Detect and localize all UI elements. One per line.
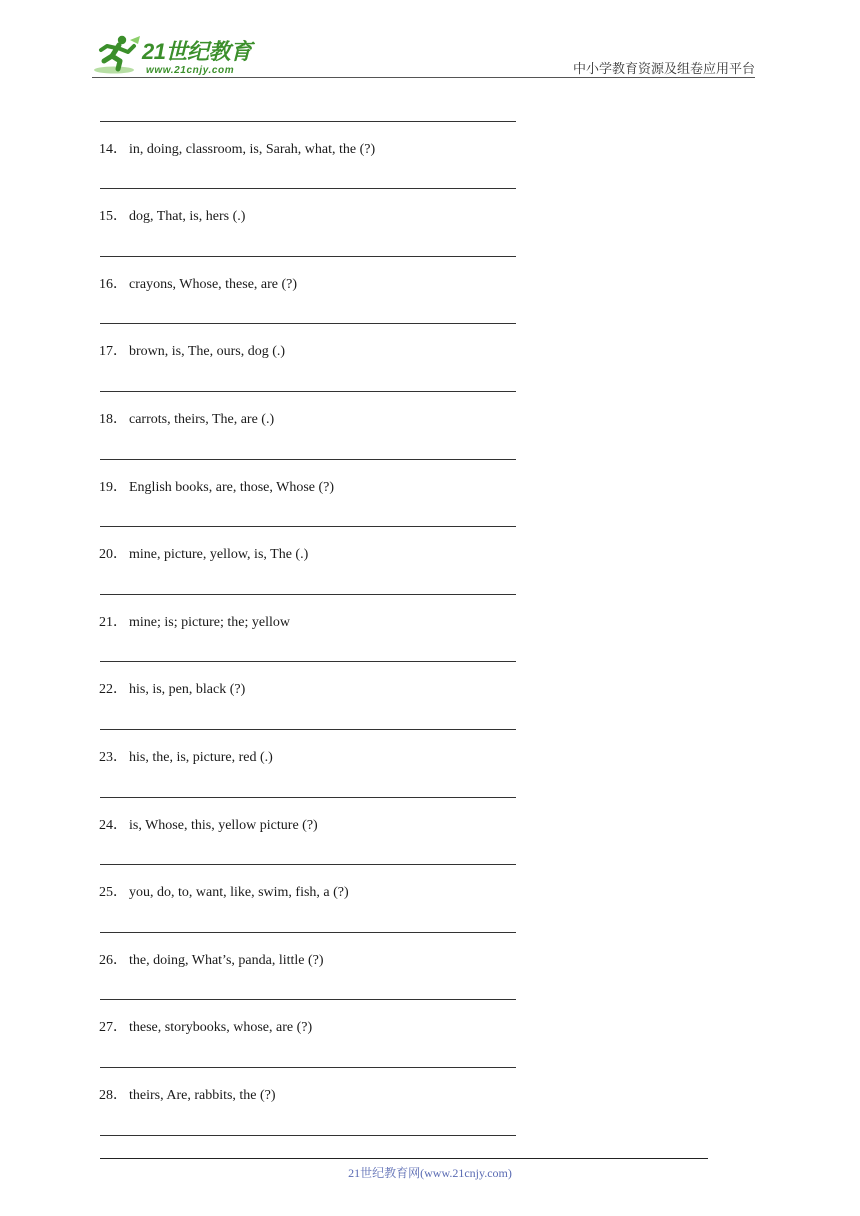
question-text: the, doing, What’s, panda, little (?): [129, 953, 324, 968]
footer-link[interactable]: 21世纪教育网(www.21cnjy.com): [348, 1166, 512, 1180]
question-number: 24．: [99, 818, 127, 833]
question-item: [99, 817, 318, 835]
question-text: crayons, Whose, these, are (?): [129, 277, 298, 292]
answer-line: [100, 661, 516, 662]
question-number: 18．: [99, 412, 127, 427]
question-number: 21．: [99, 615, 127, 630]
question-number: 14．: [99, 142, 127, 157]
question-item: [99, 614, 290, 632]
logo-url: www.21cnjy.com: [146, 65, 235, 76]
question-item: [99, 749, 273, 767]
question-item: [99, 1019, 312, 1037]
question-item: [99, 681, 245, 699]
question-number: 15．: [99, 209, 127, 224]
answer-line: [100, 459, 516, 460]
question-number: 26．: [99, 953, 127, 968]
answer-line: [100, 526, 516, 527]
answer-line: [100, 932, 516, 933]
platform-name: 中小学教育资源及组卷应用平台: [572, 61, 755, 76]
answer-line: [100, 188, 516, 189]
question-number: 19．: [99, 480, 127, 495]
question-text: mine, picture, yellow, is, The (.): [129, 547, 309, 562]
question-text: his, the, is, picture, red (.): [129, 750, 273, 765]
answer-line: [100, 594, 516, 595]
question-item: [99, 884, 349, 902]
answer-line: [100, 256, 516, 257]
question-number: 28．: [99, 1088, 127, 1103]
answer-line: [100, 1135, 516, 1136]
question-item: [99, 208, 245, 226]
question-number: 17．: [99, 344, 127, 359]
question-text: in, doing, classroom, is, Sarah, what, the (?): [129, 142, 376, 157]
question-item: [99, 479, 334, 497]
question-text: English books, are, those, Whose (?): [129, 480, 335, 495]
question-text: these, storybooks, whose, are (?): [129, 1020, 313, 1035]
question-item: [99, 141, 375, 159]
question-item: [99, 952, 324, 970]
question-item: [99, 1087, 276, 1105]
question-item: [99, 343, 285, 361]
question-text: is, Whose, this, yellow picture (?): [129, 818, 318, 833]
answer-line: [100, 797, 516, 798]
answer-line: [100, 729, 516, 730]
answer-line: [100, 121, 516, 122]
question-number: 25．: [99, 885, 127, 900]
answer-line: [100, 864, 516, 865]
answer-line: [100, 999, 516, 1000]
question-text: mine; is; picture; the; yellow: [129, 615, 290, 630]
footer-divider: [100, 1158, 708, 1159]
question-item: [99, 411, 274, 429]
site-logo: [92, 34, 262, 78]
question-number: 27．: [99, 1020, 127, 1035]
question-number: 23．: [99, 750, 127, 765]
logo-title: 21世纪教育: [142, 39, 252, 64]
answer-line: [100, 323, 516, 324]
question-text: his, is, pen, black (?): [129, 682, 246, 697]
answer-line: [100, 391, 516, 392]
page-header: [0, 0, 860, 80]
question-text: dog, That, is, hers (.): [129, 209, 246, 224]
question-item: [99, 276, 297, 294]
question-text: carrots, theirs, The, are (.): [129, 412, 275, 427]
question-number: 16．: [99, 277, 127, 292]
question-number: 20．: [99, 547, 127, 562]
answer-line: [100, 1067, 516, 1068]
question-text: theirs, Are, rabbits, the (?): [129, 1088, 276, 1103]
question-text: you, do, to, want, like, swim, fish, a (?): [129, 885, 349, 900]
running-person-logo-icon: [92, 34, 144, 76]
question-number: 22．: [99, 682, 127, 697]
question-item: [99, 546, 308, 564]
question-text: brown, is, The, ours, dog (.): [129, 344, 286, 359]
header-divider: [92, 77, 755, 78]
